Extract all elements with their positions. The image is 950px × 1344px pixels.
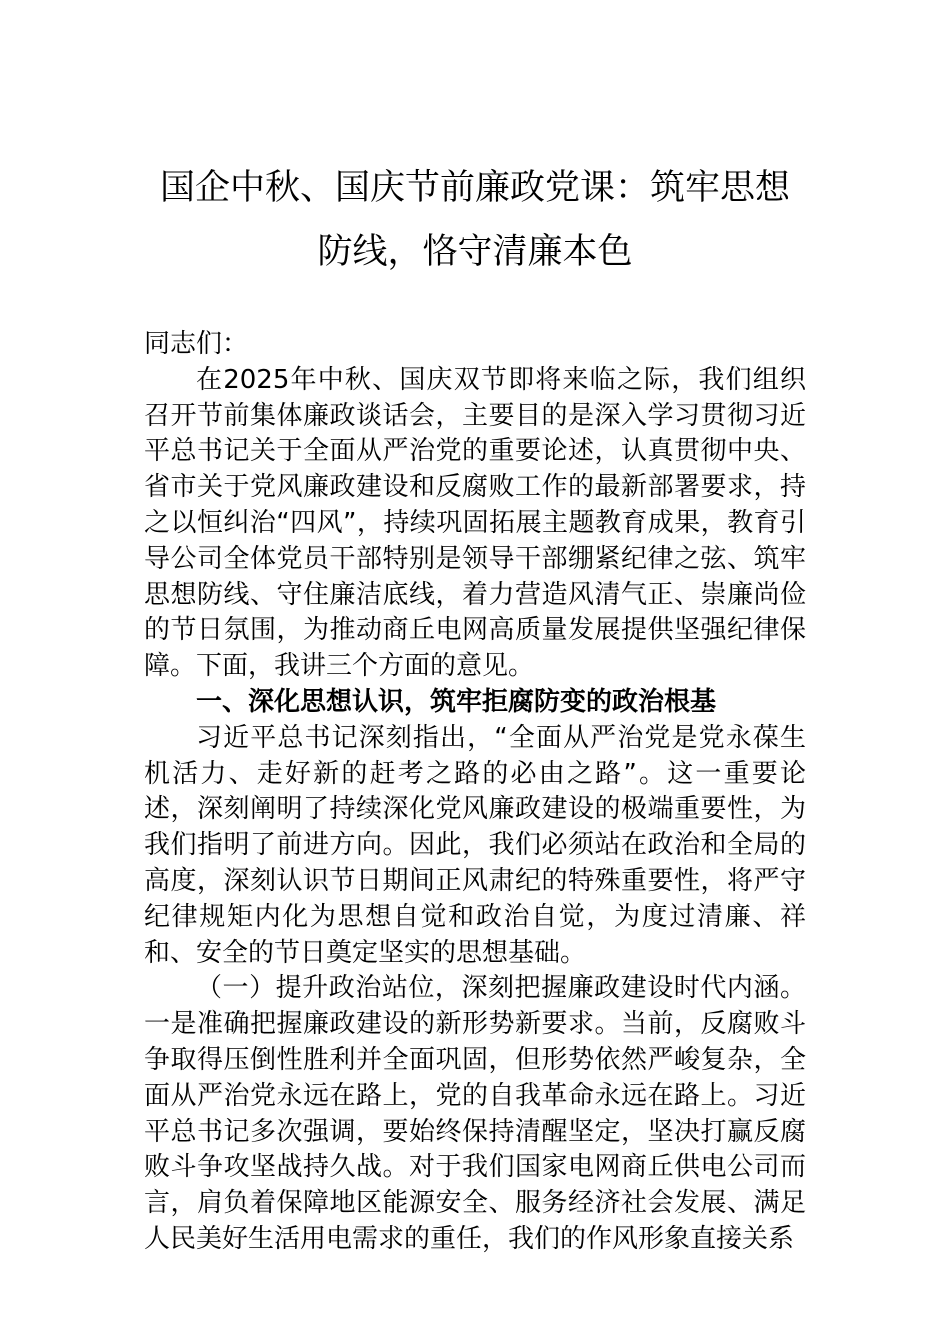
paragraph-2: （一）提升政治站位，深刻把握廉政建设时代内涵。一是准确把握廉政建设的新形势新要求。当前，反腐败斗争取得压倒性胜利并全面巩固，但形势依然严峻复杂，全面从严治党永远在路上，党的自我革命永远在路上。习近平总书记多次强调，要始终保持清醒坚定，坚决打赢反腐败斗争攻坚战持久战。对于我们国家电网商丘供电公司而言，肩负着保障地区能源安全、服务经济社会发展、满足人民美好生活用电需求的重任，我们的作风形象直接关系 xyxy=(144,973,806,1254)
paragraph-intro: 在2025年中秋、国庆双节即将来临之际，我们组织召开节前集体廉政谈话会，主要目的是深入学习贯彻习近平总书记关于全面从严治党的重要论述，认真贯彻中央、省市关于党风廉政建设和反腐败工作的最新部署要求，持之以恒纠治“四风”，持续巩固拓展主题教育成果，教育引导公司全体党员干部特别是领导干部绷紧纪律之弦、筑牢思想防线、守住廉洁底线，着力营造风清气正、崇廉尚俭的节日氛围，为推动商丘电网高质量发展提供坚强纪律保障。下面，我讲三个方面的意见。 xyxy=(144,364,806,682)
title-line-1: 国企中秋、国庆节前廉政党课：筑牢思想 xyxy=(159,168,790,208)
document-body xyxy=(144,327,806,1258)
title-line-2: 防线，恪守清廉本色 xyxy=(317,232,633,272)
section-heading-1: 一、深化思想认识，筑牢拒腐防变的政治根基 xyxy=(196,686,717,717)
paragraph-1: 习近平总书记深刻指出，“全面从严治党是党永葆生机活力、走好新的赶考之路的必由之路”。这一重要论述，深刻阐明了持续深化党风廉政建设的极端重要性，为我们指明了前进方向。因此，我们必须站在政治和全局的高度，深刻认识节日期间正风肃纪的特殊重要性，将严守纪律规矩内化为思想自觉和政治自觉，为度过清廉、祥和、安全的节日奠定坚实的思想基础。 xyxy=(144,722,806,968)
document-title xyxy=(140,156,810,284)
salutation: 同志们： xyxy=(144,329,249,359)
